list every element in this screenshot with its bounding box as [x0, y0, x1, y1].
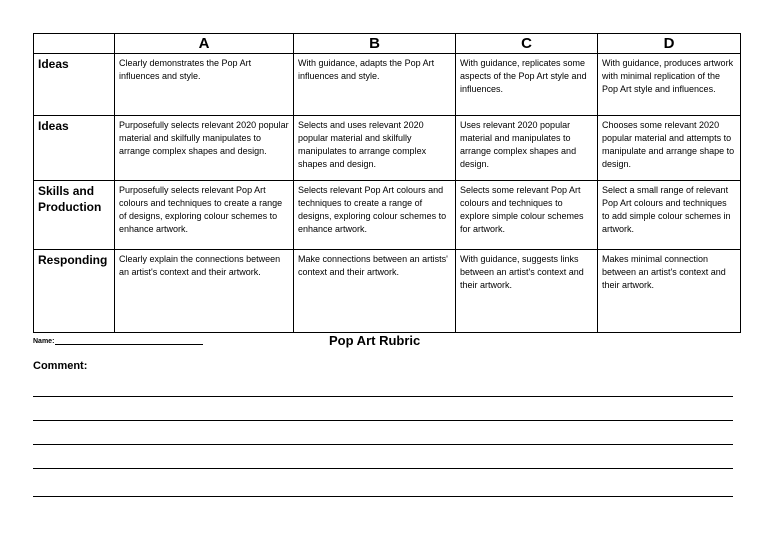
- table-row: [34, 250, 741, 333]
- table-row: [34, 181, 741, 250]
- comment-line[interactable]: [33, 496, 733, 497]
- name-underline[interactable]: [55, 337, 203, 345]
- criterion-cell: Skills and Production: [34, 181, 115, 250]
- descriptor-cell: Selects some relevant Pop Art colours and techniques to explore simple colour schemes for artwork.: [456, 181, 598, 250]
- comment-label: Comment:: [33, 360, 88, 372]
- comment-line[interactable]: [33, 444, 733, 445]
- descriptor-cell: Clearly demonstrates the Pop Art influences and style.: [115, 54, 294, 116]
- descriptor-cell: Uses relevant 2020 popular material and manipulates to arrange complex shapes and design.: [456, 116, 598, 181]
- header-row: [34, 34, 741, 54]
- comment-line[interactable]: [33, 396, 733, 397]
- descriptor-cell: With guidance, adapts the Pop Art influences and style.: [294, 54, 456, 116]
- descriptor-cell: Make connections between an artists' context and their artwork.: [294, 250, 456, 333]
- criterion-cell: Ideas: [34, 116, 115, 181]
- descriptor-cell: Clearly explain the connections between an artist's context and their artwork.: [115, 250, 294, 333]
- header-grade-c: C: [456, 34, 598, 54]
- descriptor-cell: Select a small range of relevant Pop Art colours and techniques to add simple colour schemes in artwork.: [598, 181, 741, 250]
- criterion-cell: Ideas: [34, 54, 115, 116]
- descriptor-cell: Selects relevant Pop Art colours and techniques to create a range of designs, exploring colour schemes to enhance artwork.: [294, 181, 456, 250]
- comment-line[interactable]: [33, 420, 733, 421]
- header-corner: [34, 34, 115, 54]
- table-row: [34, 116, 741, 181]
- descriptor-cell: Purposefully selects relevant 2020 popular material and skilfully manipulates to arrange complex shapes and design.: [115, 116, 294, 181]
- header-grade-b: B: [294, 34, 456, 54]
- table-row: [34, 54, 741, 116]
- descriptor-cell: Chooses some relevant 2020 popular material and attempts to manipulate and arrange shape to design.: [598, 116, 741, 181]
- descriptor-cell: Selects and uses relevant 2020 popular material and skilfully manipulates to arrange complex shapes and design.: [294, 116, 456, 181]
- descriptor-cell: With guidance, produces artwork with minimal replication of the Pop Art style and influences.: [598, 54, 741, 116]
- header-grade-d: D: [598, 34, 741, 54]
- header-grade-a: A: [115, 34, 294, 54]
- comment-line[interactable]: [33, 468, 733, 469]
- descriptor-cell: With guidance, suggests links between an artist's context and their artwork.: [456, 250, 598, 333]
- descriptor-cell: With guidance, replicates some aspects of the Pop Art style and influences.: [456, 54, 598, 116]
- rubric-table: [33, 33, 741, 333]
- descriptor-cell: Makes minimal connection between an artist's context and their artwork.: [598, 250, 741, 333]
- criterion-cell: Responding: [34, 250, 115, 333]
- name-field[interactable]: [33, 337, 203, 345]
- descriptor-cell: Purposefully selects relevant Pop Art colours and techniques to create a range of designs, exploring colour schemes to enhance artwork.: [115, 181, 294, 250]
- page-title: Pop Art Rubric: [329, 333, 421, 348]
- name-label: Name:: [33, 338, 55, 345]
